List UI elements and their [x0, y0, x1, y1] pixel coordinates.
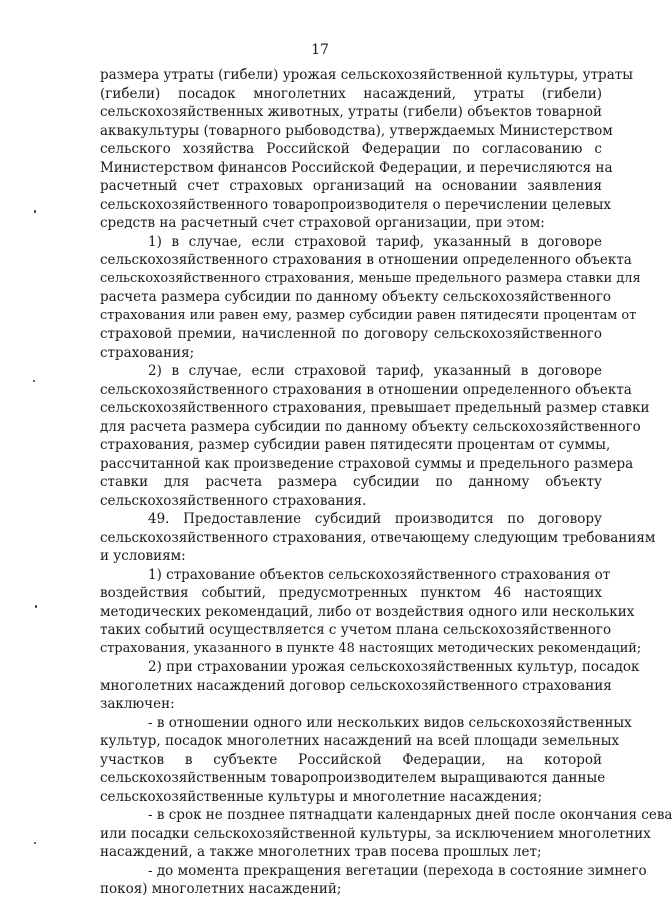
text-line: сельскохозяйственного страхования в отношении определенного объекта: [100, 381, 632, 398]
text-line: страхования;: [100, 344, 195, 361]
text-line: 2) при страховании урожая сельскохозяйственных культур, посадок: [148, 659, 640, 675]
text-line: расчетный счет страховых организаций на основании заявления: [100, 178, 602, 194]
text-line: сельского хозяйства Российской Федерации по согласованию с: [100, 141, 602, 157]
text-line: ставки для расчета размера субсидии по данному объекту: [100, 474, 602, 490]
text-line: сельскохозяйственных животных, утраты (гибели) объектов товарной: [100, 104, 602, 120]
scan-mark: [34, 842, 36, 844]
text-line: 2) в случае, если страховой тариф, указанный в договоре: [148, 363, 602, 379]
text-line: страхования, указанного в пункте 48 настоящих методических рекомендаций;: [100, 640, 642, 656]
text-line: сельскохозяйственного страхования, меньше предельного размера ставки для: [100, 270, 641, 286]
text-line: многолетних насаждений договор сельскохозяйственного страхования: [100, 677, 612, 694]
text-line: и условиям:: [100, 548, 186, 564]
text-line: 1) страхование объектов сельскохозяйственного страхования от: [148, 566, 611, 583]
text-line: сельскохозяйственного страхования в отношении определенного объекта: [100, 252, 632, 268]
text-line: размера утраты (гибели) урожая сельскохозяйственной культуры, утраты: [100, 67, 633, 83]
text-line: культур, посадок многолетних насаждений на всей площади земельных: [100, 733, 620, 749]
text-line: воздействия событий, предусмотренных пунктом 46 настоящих: [100, 585, 602, 601]
text-line: сельскохозяйственного страхования, превышает предельный размер ставки: [100, 400, 650, 416]
text-line: для расчета размера субсидии по данному объекту сельскохозяйственного: [100, 418, 641, 435]
text-line: насаждений, а также многолетних трав посева прошлых лет;: [100, 844, 542, 860]
text-line: аквакультуры (товарного рыбоводства), утверждаемых Министерством: [100, 122, 613, 139]
text-line: или посадки сельскохозяйственной культуры, за исключением многолетних: [100, 825, 651, 842]
text-line: - до момента прекращения вегетации (перехода в состояние зимнего: [148, 862, 647, 879]
scan-mark: [33, 380, 35, 382]
text-line: рассчитанной как произведение страховой суммы и предельного размера: [100, 455, 634, 472]
text-line: 49. Предоставление субсидий производится по договору: [148, 511, 602, 527]
text-line: Министерством финансов Российской Федерации, и перечисляются на: [100, 159, 613, 176]
text-line: участков в субъекте Российской Федерации, на которой: [100, 751, 602, 768]
text-line: 1) в случае, если страховой тариф, указанный в договоре: [148, 233, 602, 250]
text-line: (гибели) посадок многолетних насаждений, утраты (гибели): [100, 85, 602, 102]
text-line: страхования или равен ему, размер субсидии равен пятидесяти процентам от: [100, 307, 637, 323]
text-line: сельскохозяйственного страхования.: [100, 492, 367, 509]
page-number: 17: [311, 42, 329, 58]
text-line: страховой премии, начисленной по договору сельскохозяйственного: [100, 326, 602, 342]
text-line: сельскохозяйственного товаропроизводителя о перечислении целевых: [100, 196, 612, 213]
text-line: методических рекомендаций, либо от воздействия одного или нескольких: [100, 603, 635, 620]
text-line: - в срок не позднее пятнадцати календарных дней после окончания сева: [148, 807, 672, 823]
text-line: сельскохозяйственным товаропроизводителем выращиваются данные: [100, 770, 606, 786]
text-line: страхования, размер субсидии равен пятидесяти процентам от суммы,: [100, 437, 611, 453]
scan-mark: [34, 210, 36, 213]
text-line: сельскохозяйственного страхования, отвечающему следующим требованиям: [100, 529, 656, 546]
text-line: - в отношении одного или нескольких видов сельскохозяйственных: [148, 714, 632, 731]
text-line: заключен:: [100, 696, 175, 712]
text-line: сельскохозяйственные культуры и многолетние насаждения;: [100, 788, 543, 805]
scan-mark: [35, 605, 37, 608]
text-line: расчета размера субсидии по данному объекту сельскохозяйственного: [100, 289, 612, 305]
text-line: покоя) многолетних насаждений;: [100, 881, 342, 897]
text-line: таких событий осуществляется с учетом плана сельскохозяйственного: [100, 622, 612, 638]
text-line: средств на расчетный счет страховой организации, при этом:: [100, 215, 545, 231]
